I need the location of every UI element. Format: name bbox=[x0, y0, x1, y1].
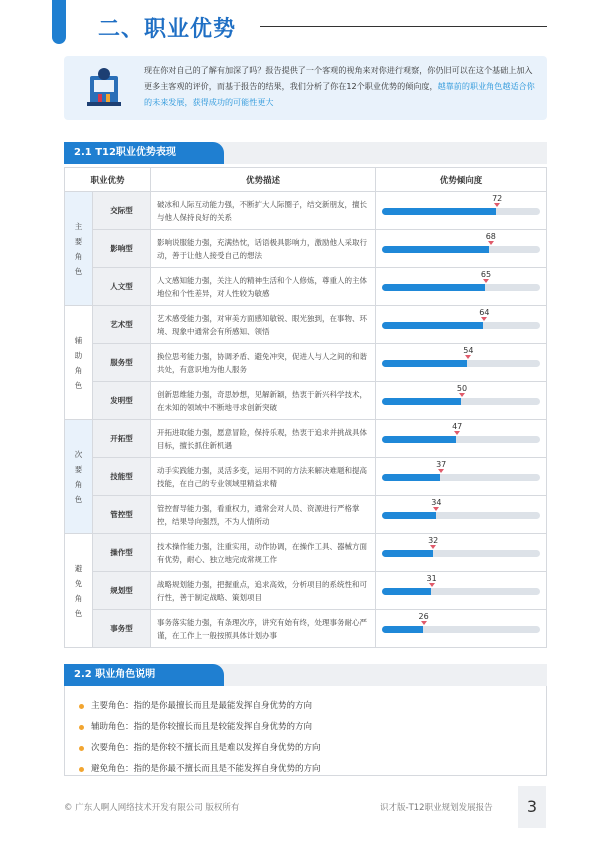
tendency-value: 68 bbox=[485, 232, 496, 241]
table-row bbox=[65, 496, 547, 534]
advantage-type: 技能型 bbox=[93, 458, 151, 496]
tendency-value: 34 bbox=[431, 498, 442, 507]
role-list bbox=[64, 686, 547, 776]
advantage-type: 开拓型 bbox=[93, 420, 151, 458]
role-category: 主 要 角 色 bbox=[65, 192, 93, 306]
marker-triangle-icon bbox=[465, 355, 471, 359]
advantage-description: 管控督导能力强，看重权力，通常会对人员、资源进行严格掌控，结果导向强烈，不为人情所动 bbox=[151, 496, 376, 534]
advantage-type: 管控型 bbox=[93, 496, 151, 534]
table-row bbox=[65, 268, 547, 306]
marker-triangle-icon bbox=[483, 279, 489, 283]
advantage-description: 技术操作能力强，注重实用，动作协调，在操作工具、器械方面有优势，耐心、独立地完成常规工作 bbox=[151, 534, 376, 572]
tendency-cell bbox=[376, 306, 547, 344]
tendency-cell bbox=[376, 268, 547, 306]
list-item: 辅助角色：指的是你较擅长而且是较能发挥自身优势的方向 bbox=[79, 717, 546, 738]
advantage-type: 服务型 bbox=[93, 344, 151, 382]
marker-triangle-icon bbox=[481, 317, 487, 321]
marker-triangle-icon bbox=[430, 545, 436, 549]
progress-track bbox=[382, 208, 540, 215]
progress-fill bbox=[382, 322, 483, 329]
progress-fill bbox=[382, 474, 440, 481]
section-header-roles bbox=[64, 664, 547, 686]
progress-track bbox=[382, 436, 540, 443]
table-header-row bbox=[65, 168, 547, 192]
marker-triangle-icon bbox=[459, 393, 465, 397]
marker-triangle-icon bbox=[454, 431, 460, 435]
advantage-table bbox=[64, 167, 547, 648]
col-header-advantage: 职业优势 bbox=[65, 168, 151, 192]
progress-fill bbox=[382, 512, 436, 519]
advantage-description: 换位思考能力强，协调矛盾、避免冲突，促进人与人之间的和谐共处，有意识地为他人服务 bbox=[151, 344, 376, 382]
progress-fill bbox=[382, 436, 456, 443]
advantage-description: 开拓进取能力强，愿意冒险，保持乐观，热衷于追求并挑战具体目标，擅长抓住新机遇 bbox=[151, 420, 376, 458]
advantage-type: 交际型 bbox=[93, 192, 151, 230]
table-row bbox=[65, 534, 547, 572]
advantage-type: 规划型 bbox=[93, 572, 151, 610]
section-title-roles: 2.2 职业角色说明 bbox=[64, 664, 224, 686]
progress-track bbox=[382, 588, 540, 595]
list-item: 主要角色：指的是你最擅长而且是最能发挥自身优势的方向 bbox=[79, 696, 546, 717]
table-row bbox=[65, 458, 547, 496]
progress-track bbox=[382, 626, 540, 633]
advantage-type: 事务型 bbox=[93, 610, 151, 648]
progress-track bbox=[382, 512, 540, 519]
table-row bbox=[65, 610, 547, 648]
header-accent-bar bbox=[52, 0, 66, 44]
career-profile-icon bbox=[84, 66, 124, 110]
tendency-value: 47 bbox=[452, 422, 463, 431]
tendency-value: 37 bbox=[436, 460, 447, 469]
section-header-advantages bbox=[64, 142, 547, 164]
tendency-cell bbox=[376, 344, 547, 382]
progress-fill bbox=[382, 398, 461, 405]
tendency-cell bbox=[376, 496, 547, 534]
advantage-description: 破冰和人际互动能力强，不断扩大人际圈子，结交新朋友，擅长与他人保持良好的关系 bbox=[151, 192, 376, 230]
advantage-type: 操作型 bbox=[93, 534, 151, 572]
progress-fill bbox=[382, 588, 431, 595]
tendency-cell bbox=[376, 572, 547, 610]
intro-text-highlight: 越靠前的职业角色越适合你的未来发展，获得成功的可能性更大 bbox=[144, 81, 535, 107]
table-row bbox=[65, 192, 547, 230]
tendency-cell bbox=[376, 382, 547, 420]
table-row bbox=[65, 306, 547, 344]
footer-report-name: 识才版-T12职业规划发展报告 bbox=[380, 803, 493, 813]
page-title: 二、职业优势 bbox=[98, 17, 237, 42]
marker-triangle-icon bbox=[421, 621, 427, 625]
tendency-value: 32 bbox=[428, 536, 439, 545]
bullet-dot bbox=[79, 725, 84, 730]
list-item: 避免角色：指的是你最不擅长而且是不能发挥自身优势的方向 bbox=[79, 759, 546, 780]
table-row bbox=[65, 382, 547, 420]
progress-track bbox=[382, 360, 540, 367]
tendency-value: 54 bbox=[463, 346, 474, 355]
advantage-description: 影响说服能力强，充满热忱，话语极具影响力，激励他人采取行动，善于让他人接受自己的想法 bbox=[151, 230, 376, 268]
tendency-cell bbox=[376, 420, 547, 458]
advantage-description: 动手实践能力强，灵活多变，运用不同的方法来解决难题和提高技能，在自己的专业领域里精益求精 bbox=[151, 458, 376, 496]
table-row bbox=[65, 230, 547, 268]
tendency-cell bbox=[376, 192, 547, 230]
progress-track bbox=[382, 550, 540, 557]
table-row bbox=[65, 420, 547, 458]
tendency-cell bbox=[376, 458, 547, 496]
intro-text bbox=[144, 62, 540, 110]
marker-triangle-icon bbox=[438, 469, 444, 473]
progress-track bbox=[382, 398, 540, 405]
advantage-type: 艺术型 bbox=[93, 306, 151, 344]
tendency-value: 26 bbox=[418, 612, 429, 621]
progress-track bbox=[382, 474, 540, 481]
tendency-value: 50 bbox=[456, 384, 468, 393]
page-number: 3 bbox=[518, 786, 546, 828]
footer-copyright: © 广东人啊人网络技术开发有限公司 版权所有 bbox=[64, 803, 240, 813]
bullet-dot bbox=[79, 704, 84, 709]
marker-triangle-icon bbox=[488, 241, 494, 245]
role-category: 辅 助 角 色 bbox=[65, 306, 93, 420]
progress-fill bbox=[382, 626, 423, 633]
progress-fill bbox=[382, 550, 433, 557]
marker-triangle-icon bbox=[429, 583, 435, 587]
progress-fill bbox=[382, 284, 485, 291]
progress-track bbox=[382, 246, 540, 253]
tendency-cell bbox=[376, 610, 547, 648]
tendency-cell bbox=[376, 230, 547, 268]
progress-fill bbox=[382, 360, 467, 367]
role-category: 次 要 角 色 bbox=[65, 420, 93, 534]
list-item: 次要角色：指的是你较不擅长而且是难以发挥自身优势的方向 bbox=[79, 738, 546, 759]
table-row bbox=[65, 344, 547, 382]
progress-track bbox=[382, 284, 540, 291]
col-header-tendency: 优势倾向度 bbox=[376, 168, 547, 192]
advantage-description: 战略规划能力强，把握重点，追求高效，分析项目的系统性和可行性，善于制定战略、策划项目 bbox=[151, 572, 376, 610]
advantage-description: 事务落实能力强，有条理次序，讲究有始有终，处理事务耐心严谨，在工作上一般按照具体计划办事 bbox=[151, 610, 376, 648]
marker-triangle-icon bbox=[433, 507, 439, 511]
table-row bbox=[65, 572, 547, 610]
section-title-advantages: 2.1 T12职业优势表现 bbox=[64, 142, 224, 164]
advantage-type: 影响型 bbox=[93, 230, 151, 268]
tendency-value: 72 bbox=[492, 194, 503, 203]
bullet-dot bbox=[79, 746, 84, 751]
advantage-type: 人文型 bbox=[93, 268, 151, 306]
tendency-cell bbox=[376, 534, 547, 572]
role-category: 避 免 角 色 bbox=[65, 534, 93, 648]
tendency-value: 64 bbox=[479, 308, 490, 317]
advantage-description: 创新思维能力强，奇思妙想，见解新颖，热衷于新兴科学技术，在未知的领域中不断地寻求创新突破 bbox=[151, 382, 376, 420]
title-rule bbox=[260, 26, 547, 27]
advantage-type: 发明型 bbox=[93, 382, 151, 420]
bullet-dot bbox=[79, 767, 84, 772]
marker-triangle-icon bbox=[494, 203, 500, 207]
intro-box bbox=[64, 56, 547, 120]
tendency-value: 31 bbox=[426, 574, 437, 583]
intro-text-normal: 现在你对自己的了解有加深了吗？报告提供了一个客观的视角来对你进行观察，你仍旧可以在这个基础上加入更多主客观的评价，而基于报告的结果，我们分析了你在12个职业优势的倾向度， bbox=[144, 65, 533, 91]
progress-track bbox=[382, 322, 540, 329]
advantage-description: 艺术感受能力强，对审美方面感知敏锐、眼光独到，在事物、环境、现象中通常会有所感知、领悟 bbox=[151, 306, 376, 344]
progress-fill bbox=[382, 246, 489, 253]
progress-fill bbox=[382, 208, 496, 215]
advantage-description: 人文感知能力强，关注人的精神生活和个人修炼，尊重人的主体地位和个性差异，对人性较为敏感 bbox=[151, 268, 376, 306]
col-header-description: 优势描述 bbox=[151, 168, 376, 192]
tendency-value: 65 bbox=[480, 270, 492, 279]
